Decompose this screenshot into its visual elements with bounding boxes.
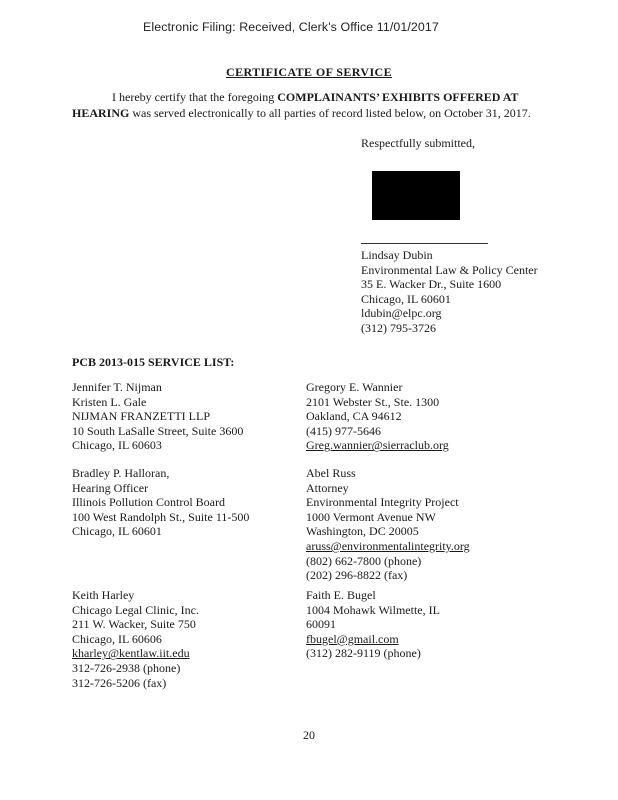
contact-line: 1000 Vermont Avenue NW — [306, 509, 436, 524]
certification-rest: was served electronically to all parties of record listed below, on October 31, 2017. — [129, 106, 531, 120]
service-entry-left-3 — [72, 588, 199, 690]
contact-line: 60091 — [306, 617, 336, 632]
page-number: 20 — [303, 728, 315, 742]
certification-paragraph — [72, 89, 552, 121]
service-entry-right-3 — [306, 588, 440, 661]
signer-address-line-1: 35 E. Wacker Dr., Suite 1600 — [361, 277, 502, 292]
filing-stamp: Electronic Filing: Received, Clerk's Office 11/01/2017 — [143, 20, 439, 34]
contact-line: (312) 282-9119 (phone) — [306, 646, 421, 661]
contact-line: Abel Russ — [306, 466, 356, 480]
signature-line — [361, 243, 488, 244]
contact-line: Environmental Integrity Project — [306, 495, 459, 510]
contact-email-link[interactable]: kharley@kentlaw.iit.edu — [72, 646, 190, 661]
contact-line: (802) 662-7800 (phone) — [306, 553, 422, 568]
contact-line: 2101 Webster St., Ste. 1300 — [306, 394, 440, 409]
contact-email-link[interactable]: Greg.wannier@sierraclub.org — [306, 438, 449, 453]
contact-line: Chicago Legal Clinic, Inc. — [72, 602, 199, 617]
signer-address-line-2: Chicago, IL 60601 — [361, 291, 451, 306]
contact-line: Hearing Officer — [72, 480, 149, 495]
document-title: CERTIFICATE OF SERVICE — [226, 65, 392, 79]
signer-name: Lindsay Dubin — [361, 248, 433, 262]
contact-line: 1004 Mohawk Wilmette, IL — [306, 602, 440, 617]
signer-organization: Environmental Law & Policy Center — [361, 262, 538, 277]
certification-intro: I hereby certify that the foregoing — [112, 90, 278, 104]
contact-line: Faith E. Bugel — [306, 588, 376, 602]
signer-email: ldubin@elpc.org — [361, 306, 442, 321]
contact-line: Bradley P. Halloran, — [72, 466, 170, 480]
signer-phone: (312) 795-3726 — [361, 320, 436, 335]
contact-line: 312-726-5206 (fax) — [72, 675, 167, 690]
closing-text: Respectfully submitted, — [361, 136, 475, 150]
contact-line: 100 West Randolph St., Suite 11-500 — [72, 509, 250, 524]
contact-line: 10 South LaSalle Street, Suite 3600 — [72, 423, 244, 438]
contact-line: Illinois Pollution Control Board — [72, 495, 226, 510]
service-entry-left-1 — [72, 380, 243, 453]
contact-email-link[interactable]: fbugel@gmail.com — [306, 631, 399, 646]
document-reference: COMPLAINANTS’ EXHIBITS OFFERED AT HEARING — [72, 90, 519, 120]
redacted-signature — [372, 171, 460, 220]
service-entry-right-2 — [306, 466, 470, 583]
contact-line: Oakland, CA 94612 — [306, 409, 402, 424]
contact-line: Kristen L. Gale — [72, 394, 147, 409]
contact-line: Keith Harley — [72, 588, 135, 602]
contact-line: 312-726-2938 (phone) — [72, 660, 181, 675]
contact-line: Attorney — [306, 480, 349, 495]
contact-line: Washington, DC 20005 — [306, 524, 419, 539]
service-entry-left-2 — [72, 466, 249, 539]
contact-line: NIJMAN FRANZETTI LLP — [72, 409, 210, 424]
service-entry-right-1 — [306, 380, 449, 453]
contact-line: 211 W. Wacker, Suite 750 — [72, 617, 196, 632]
contact-line: Chicago, IL 60606 — [72, 631, 162, 646]
contact-email-link[interactable]: aruss@environmentalintegrity.org — [306, 538, 470, 553]
contact-line: Gregory E. Wannier — [306, 380, 403, 394]
contact-line: Chicago, IL 60601 — [72, 524, 162, 539]
service-list-title: PCB 2013-015 SERVICE LIST: — [72, 355, 235, 369]
signature-block — [361, 248, 538, 336]
contact-line: Jennifer T. Nijman — [72, 380, 162, 394]
contact-line: (202) 296-8822 (fax) — [306, 568, 408, 583]
contact-line: Chicago, IL 60603 — [72, 438, 162, 453]
contact-line: (415) 977-5646 — [306, 423, 381, 438]
